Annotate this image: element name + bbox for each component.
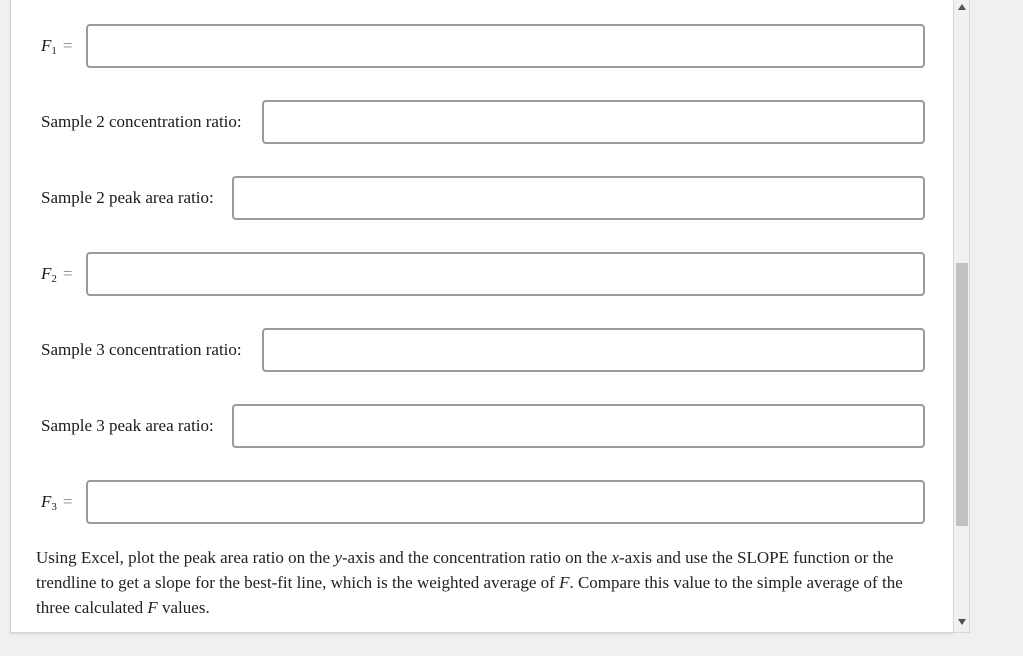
sample3-peak-label: Sample 3 peak area ratio: — [41, 416, 214, 435]
f2-label — [41, 264, 72, 284]
scroll-up-arrow-icon[interactable] — [954, 0, 970, 14]
f3-label — [41, 492, 72, 512]
f3-var: F — [41, 492, 52, 511]
instr-x-var: x — [611, 548, 619, 567]
instr-f-var-1: F — [559, 573, 570, 592]
scroll-down-arrow-icon[interactable] — [954, 615, 970, 629]
instructions-text — [36, 545, 926, 620]
sample3-conc-label: Sample 3 concentration ratio: — [41, 340, 242, 359]
instr-part-2: -axis and the concentration ratio on the — [341, 548, 612, 567]
sample3-peak-input[interactable] — [232, 404, 925, 448]
f3-row — [11, 480, 955, 524]
instr-part-4: . Compare this value to the simple average of the three calculated — [36, 573, 903, 617]
sample2-peak-row — [11, 176, 955, 220]
f1-eq: = — [62, 36, 73, 55]
instr-part-5: values. — [157, 598, 210, 617]
sample2-peak-label: Sample 2 peak area ratio: — [41, 188, 214, 207]
f1-input[interactable] — [86, 24, 925, 68]
scrollbar-thumb[interactable] — [956, 263, 968, 526]
sample2-conc-input[interactable] — [262, 100, 925, 144]
vertical-scrollbar[interactable] — [954, 0, 970, 633]
sample3-conc-input[interactable] — [262, 328, 925, 372]
f2-input[interactable] — [86, 252, 925, 296]
sample3-conc-row — [11, 328, 955, 372]
f2-eq: = — [62, 264, 73, 283]
question-panel — [10, 0, 954, 633]
f1-sub: 1 — [51, 45, 57, 57]
sample2-peak-input[interactable] — [232, 176, 925, 220]
instr-f-var-2: F — [147, 598, 158, 617]
sample2-conc-label: Sample 2 concentration ratio: — [41, 112, 242, 131]
f1-var: F — [41, 36, 52, 55]
sample3-peak-row — [11, 404, 955, 448]
instr-y-var: y — [334, 548, 342, 567]
f2-sub: 2 — [51, 273, 57, 285]
f3-sub: 3 — [51, 501, 57, 513]
f2-var: F — [41, 264, 52, 283]
f2-row — [11, 252, 955, 296]
sample2-conc-row — [11, 100, 955, 144]
f3-input[interactable] — [86, 480, 925, 524]
instr-part-1: Using Excel, plot the peak area ratio on the — [36, 548, 335, 567]
f3-eq: = — [62, 492, 73, 511]
f1-row — [11, 24, 955, 68]
instr-part-3: -axis and use the SLOPE function or the trendline to get a slope for the best-fit line, which is the weighted average of — [36, 548, 894, 592]
f1-label — [41, 36, 72, 56]
